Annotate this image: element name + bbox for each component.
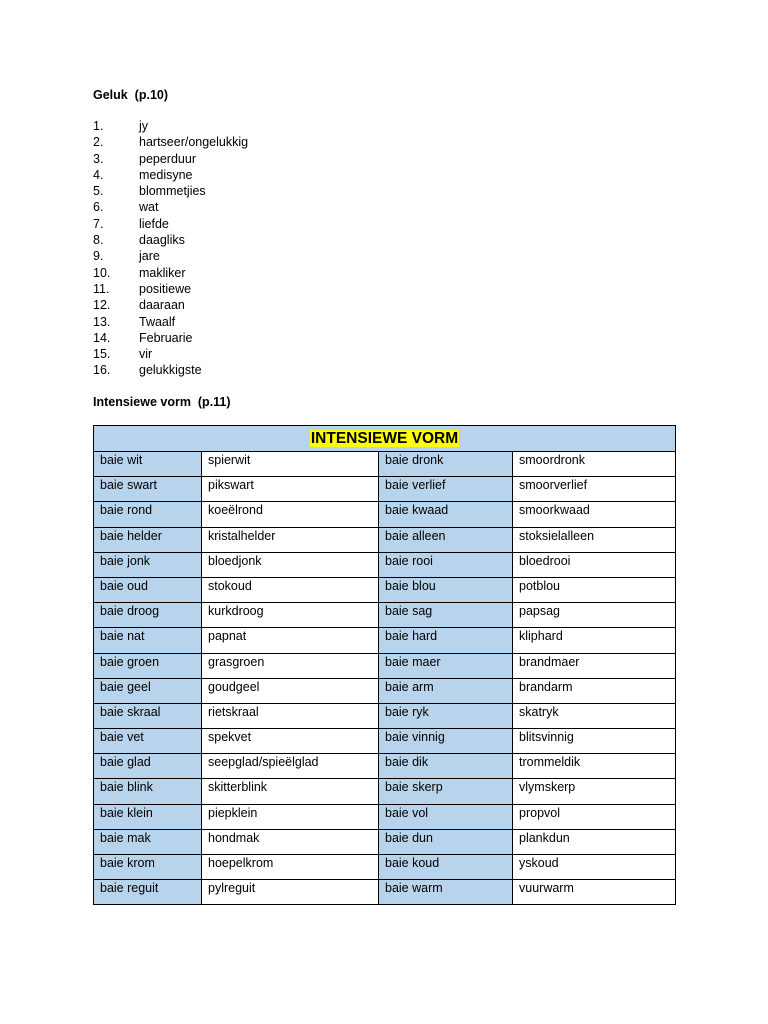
list-item-number: 4. [93, 167, 104, 182]
table-row [94, 829, 676, 854]
list-item [93, 134, 248, 150]
intensive-form-cell: blitsvinnig [513, 729, 676, 754]
base-word-cell: baie rooi [379, 552, 513, 577]
intensive-form-cell: skatryk [513, 703, 676, 728]
list-item-word: jy [139, 119, 149, 133]
intensive-form-cell: smoorkwaad [513, 502, 676, 527]
list-item-number: 5. [93, 184, 104, 199]
table-row [94, 804, 676, 829]
list-item-number: 16. [93, 363, 111, 378]
base-word-cell: baie krom [94, 855, 202, 880]
table-row [94, 603, 676, 628]
list-item [93, 314, 248, 330]
table-row [94, 779, 676, 804]
intensive-form-cell: spierwit [202, 452, 379, 477]
base-word-cell: baie verlief [379, 477, 513, 502]
base-word-cell: baie dik [379, 754, 513, 779]
base-word-cell: baie swart [94, 477, 202, 502]
intensive-form-cell: brandmaer [513, 653, 676, 678]
list-item-word: wat [139, 200, 159, 215]
intensive-form-cell: piepklein [202, 804, 379, 829]
intensive-form-cell: koeëlrond [202, 502, 379, 527]
base-word-cell: baie mak [94, 829, 202, 854]
table-row [94, 703, 676, 728]
list-item [93, 265, 248, 281]
intensive-form-cell: propvol [513, 804, 676, 829]
base-word-cell: baie nat [94, 628, 202, 653]
base-word-cell: baie glad [94, 754, 202, 779]
list-item-word: daagliks [139, 233, 185, 248]
list-item-number: 10. [93, 265, 111, 280]
answer-list [93, 118, 248, 379]
list-item-word: peperduur [139, 151, 196, 166]
table-row [94, 502, 676, 527]
base-word-cell: baie skraal [94, 703, 202, 728]
base-word-cell: baie warm [379, 880, 513, 905]
list-item [93, 362, 248, 378]
table-row [94, 628, 676, 653]
base-word-cell: baie dun [379, 829, 513, 854]
section-heading-geluk: Geluk (p.10) [93, 88, 169, 102]
intensive-form-cell: stokoud [202, 577, 379, 602]
table-row [94, 653, 676, 678]
list-item [93, 232, 248, 248]
base-word-cell: baie ryk [379, 703, 513, 728]
intensive-form-cell: kristalhelder [202, 527, 379, 552]
list-item-word: medisyne [139, 167, 193, 182]
base-word-cell: baie kwaad [379, 502, 513, 527]
intensive-form-cell: kliphard [513, 628, 676, 653]
base-word-cell: baie sag [379, 603, 513, 628]
intensive-form-cell: vuurwarm [513, 880, 676, 905]
base-word-cell: baie jonk [94, 552, 202, 577]
intensive-form-cell: rietskraal [202, 703, 379, 728]
list-item-word: liefde [139, 216, 169, 231]
base-word-cell: baie rond [94, 502, 202, 527]
intensive-form-cell: yskoud [513, 855, 676, 880]
list-item [93, 281, 248, 297]
table-row [94, 880, 676, 905]
intensive-form-cell: grasgroen [202, 653, 379, 678]
list-item [93, 199, 248, 215]
intensive-form-cell: papnat [202, 628, 379, 653]
section-heading-intensiewe-vorm: Intensiewe vorm (p.11) [93, 395, 231, 409]
list-item-word: jare [139, 249, 160, 264]
list-item-number: 1. [93, 119, 104, 133]
base-word-cell: baie oud [94, 577, 202, 602]
base-word-cell: baie reguit [94, 880, 202, 905]
intensive-form-cell: trommeldik [513, 754, 676, 779]
intensive-form-cell: pylreguit [202, 880, 379, 905]
list-item [93, 330, 248, 346]
base-word-cell: baie groen [94, 653, 202, 678]
list-item-word: makliker [139, 265, 186, 280]
table-row [94, 552, 676, 577]
intensive-form-cell: pikswart [202, 477, 379, 502]
list-item [93, 118, 248, 134]
intensive-form-cell: smoorverlief [513, 477, 676, 502]
base-word-cell: baie vol [379, 804, 513, 829]
base-word-cell: baie skerp [379, 779, 513, 804]
list-item [93, 248, 248, 264]
list-item [93, 297, 248, 313]
intensive-form-cell: spekvet [202, 729, 379, 754]
table-body [94, 452, 676, 905]
intensive-form-cell: bloedjonk [202, 552, 379, 577]
list-item-number: 3. [93, 151, 104, 166]
base-word-cell: baie dronk [379, 452, 513, 477]
list-item-word: gelukkigste [139, 363, 202, 378]
list-item-number: 11. [93, 281, 110, 296]
base-word-cell: baie wit [94, 452, 202, 477]
table-title: INTENSIEWE VORM [310, 429, 459, 447]
list-item-number: 6. [93, 200, 104, 215]
list-item-number: 2. [93, 135, 104, 150]
table-row [94, 477, 676, 502]
list-item-word: Februarie [139, 330, 193, 345]
intensive-form-cell: goudgeel [202, 678, 379, 703]
list-item-word: daaraan [139, 298, 185, 313]
base-word-cell: baie hard [379, 628, 513, 653]
base-word-cell: baie droog [94, 603, 202, 628]
list-item [93, 346, 248, 362]
intensive-form-cell: skitterblink [202, 779, 379, 804]
intensive-form-cell: hoepelkrom [202, 855, 379, 880]
base-word-cell: baie blou [379, 577, 513, 602]
list-item-word: vir [139, 347, 153, 362]
base-word-cell: baie geel [94, 678, 202, 703]
intensive-form-cell: hondmak [202, 829, 379, 854]
intensive-form-cell: seepglad/spieëlglad [202, 754, 379, 779]
intensive-form-cell: plankdun [513, 829, 676, 854]
intensive-form-cell: stoksielalleen [513, 527, 676, 552]
intensive-form-cell: vlymskerp [513, 779, 676, 804]
list-item-word: positiewe [139, 281, 192, 296]
intensive-form-cell: smoordronk [513, 452, 676, 477]
intensive-form-cell: papsag [513, 603, 676, 628]
table-title-cell [94, 426, 676, 452]
base-word-cell: baie vinnig [379, 729, 513, 754]
table-title-row [94, 426, 676, 452]
base-word-cell: baie vet [94, 729, 202, 754]
intensive-form-cell: brandarm [513, 678, 676, 703]
table-row [94, 452, 676, 477]
list-item-number: 14. [93, 330, 111, 345]
base-word-cell: baie maer [379, 653, 513, 678]
list-item-word: blommetjies [139, 184, 206, 199]
list-item-word: hartseer/ongelukkig [139, 135, 249, 150]
list-item [93, 151, 248, 167]
base-word-cell: baie klein [94, 804, 202, 829]
base-word-cell: baie blink [94, 779, 202, 804]
base-word-cell: baie helder [94, 527, 202, 552]
list-item-word: Twaalf [139, 314, 176, 329]
base-word-cell: baie alleen [379, 527, 513, 552]
list-item [93, 167, 248, 183]
intensive-form-cell: potblou [513, 577, 676, 602]
table-row [94, 754, 676, 779]
table-row [94, 855, 676, 880]
table-row [94, 577, 676, 602]
intensive-form-cell: kurkdroog [202, 603, 379, 628]
table-row [94, 678, 676, 703]
list-item-number: 8. [93, 233, 104, 248]
base-word-cell: baie arm [379, 678, 513, 703]
list-item-number: 13. [93, 314, 111, 329]
base-word-cell: baie koud [379, 855, 513, 880]
list-item-number: 15. [93, 347, 111, 362]
list-item-number: 7. [93, 216, 104, 231]
table-row [94, 729, 676, 754]
list-item-number: 9. [93, 249, 104, 264]
list-item-number: 12. [93, 298, 111, 313]
intensive-form-cell: bloedrooi [513, 552, 676, 577]
intensiewe-vorm-table [93, 425, 676, 905]
table-row [94, 527, 676, 552]
list-item [93, 183, 248, 199]
list-item [93, 216, 248, 232]
